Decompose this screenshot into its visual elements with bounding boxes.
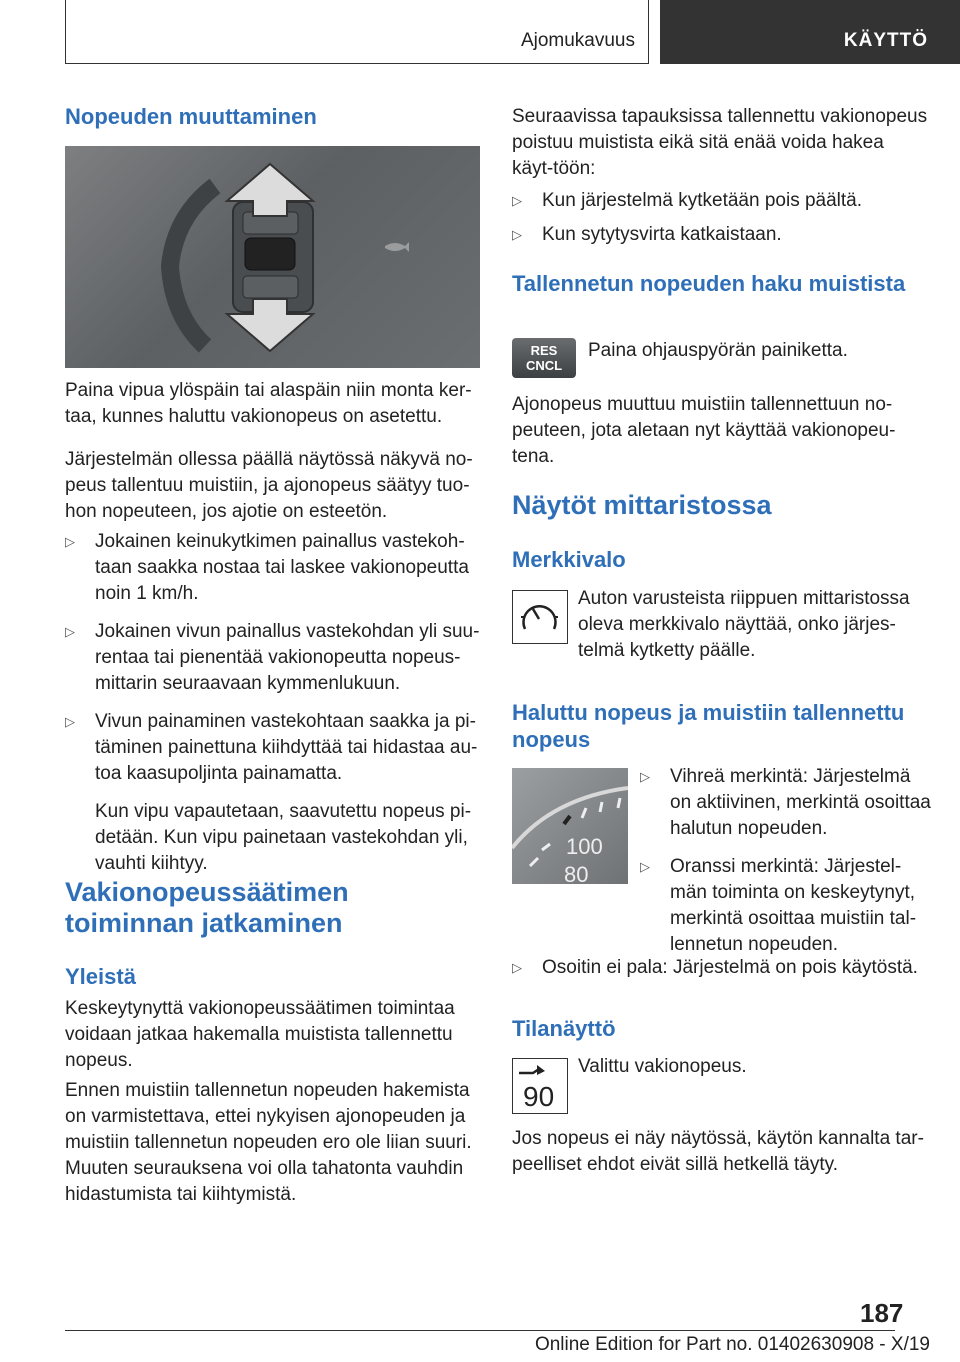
triangle-bullet-icon: ▷	[65, 534, 75, 549]
speedometer-indicator-icon	[512, 590, 568, 644]
list-item: ▷ Jokainen vivun painallus vastekohdan yli suu-rentaa tai pienentää vakionopeutta nopeus-mittarin seuraavaan kymmenlukuun.	[65, 621, 480, 694]
left-paragraph-2: Järjestelmän ollessa päällä näytössä näkyvä no-peus tallentuu muistiin, ja ajonopeus säätyy tuo-hon nopeuteen, jos ajotie on esteetön.	[65, 449, 473, 522]
list-item: ▷ Oranssi merkintä: Järjestel-män toiminta on keskeytynyt, merkintä osoittaa muistiin tal-lennetun nopeuden.	[640, 856, 917, 955]
heading-displays: Näytöt mittaristossa	[512, 490, 772, 520]
footer-edition: Online Edition for Part no. 01402630908 - X/19	[534, 1334, 930, 1355]
set-speed-number: 90	[523, 1081, 555, 1112]
header-section-title: Ajomukavuus	[520, 30, 635, 51]
heading-change-speed: Nopeuden muuttaminen	[65, 104, 317, 129]
list-item: ▷ Vihreä merkintä: Järjestelmä on aktiivinen, merkintä osoittaa halutun nopeuden.	[640, 766, 931, 839]
list-item: ▷ Kun sytytysvirta katkaistaan.	[512, 222, 930, 248]
triangle-bullet-icon: ▷	[640, 859, 650, 874]
list-item: ▷ Vivun painaminen vastekohtaan saakka ja pi-täminen painettuna kiihdyttää tai hidastaa au-toa kaasupoljinta painamatta.	[65, 711, 478, 784]
speedometer-gauge-image	[512, 768, 628, 884]
right-bullet-list-2	[640, 764, 932, 958]
right-paragraph-2: Ajonopeus muuttuu muistiin tallennettuun no-peuteen, jota aletaan nyt käyttää vakionopeu-tena.	[512, 394, 896, 467]
right-paragraph-3: Jos nopeus ei näy näytössä, käytön kannalta tar-peelliset ehdot eivät sillä hetkellä täyty.	[512, 1128, 924, 1175]
res-cncl-button-icon: RES CNCL	[512, 338, 576, 378]
right-paragraph-1: Seuraavissa tapauksissa tallennettu vakionopeus poistuu muistista eikä sitä enää voida hakea käyt-töön:	[512, 106, 928, 179]
triangle-bullet-icon: ▷	[640, 769, 650, 784]
heading-recall-speed: Tallennetun nopeuden haku muistista	[512, 271, 906, 296]
heading-indicator: Merkkivalo	[512, 547, 626, 572]
right-bullet-list-1	[512, 188, 930, 248]
triangle-bullet-icon: ▷	[65, 624, 75, 639]
gauge-label-100: 100	[566, 834, 603, 859]
left-bullet-list	[65, 529, 480, 877]
triangle-bullet-icon: ▷	[512, 193, 522, 208]
triangle-bullet-icon: ▷	[512, 960, 522, 975]
header-chapter-tab: KÄYTTÖ	[660, 0, 960, 64]
heading-general: Yleistä	[65, 964, 136, 989]
left-paragraph-3: Keskeytynyttä vakionopeussäätimen toimintaa voidaan jatkaa hakemalla muistista tallennettu nopeus.	[65, 998, 455, 1071]
status-text: Valittu vakionopeus.	[578, 1056, 747, 1077]
steering-wheel-illustration	[65, 146, 480, 368]
list-item: ▷ Osoitin ei pala: Järjestelmä on pois käytöstä.	[512, 955, 960, 981]
list-item: ▷ Kun järjestelmä kytketään pois päältä.	[512, 188, 930, 214]
list-item: ▷ Jokainen keinukytkimen painallus vastekoh-taan saakka nostaa tai laskee vakionopeutta noin 1 km/h.	[65, 531, 469, 604]
page-number: 187	[860, 1298, 904, 1328]
list-item-continuation: Kun vipu vapautetaan, saavutettu nopeus pi-detään. Kun vipu painetaan vastekohdan yli, vauhti kiihtyy.	[95, 801, 472, 874]
set-speed-90-icon	[512, 1058, 568, 1114]
triangle-bullet-icon: ▷	[65, 714, 75, 729]
triangle-bullet-icon: ▷	[512, 227, 522, 242]
heading-desired-speed: Haluttu nopeus ja muistiin tallennettu nopeus	[512, 700, 905, 752]
heading-status-display: Tilanäyttö	[512, 1016, 616, 1041]
left-paragraph-4: Ennen muistiin tallennetun nopeuden hakemista on varmistettava, ettei nykyisen ajonopeuden ja muistiin tallennetun nopeuden ero ole liian suuri. Muuten seurauksena voi olla tahatonta vauhdin hidastumista tai kiihtymistä.	[65, 1080, 472, 1205]
footer-divider	[65, 1330, 895, 1331]
steering-wheel-lever-image	[65, 146, 480, 368]
heading-resume-cruise: Vakionopeussäätimen toiminnan jatkaminen	[65, 877, 349, 938]
res-button-text: Paina ohjauspyörän painiketta.	[588, 340, 848, 361]
indicator-text: Auton varusteista riippuen mittaristossa oleva merkkivalo näyttää, onko järjes-telmä kytketty päälle.	[578, 588, 910, 661]
gauge-label-80: 80	[564, 862, 589, 884]
left-paragraph-1: Paina vipua ylöspäin tai alaspäin niin monta ker-taa, kunnes haluttu vakionopeus on asetettu.	[65, 380, 472, 427]
